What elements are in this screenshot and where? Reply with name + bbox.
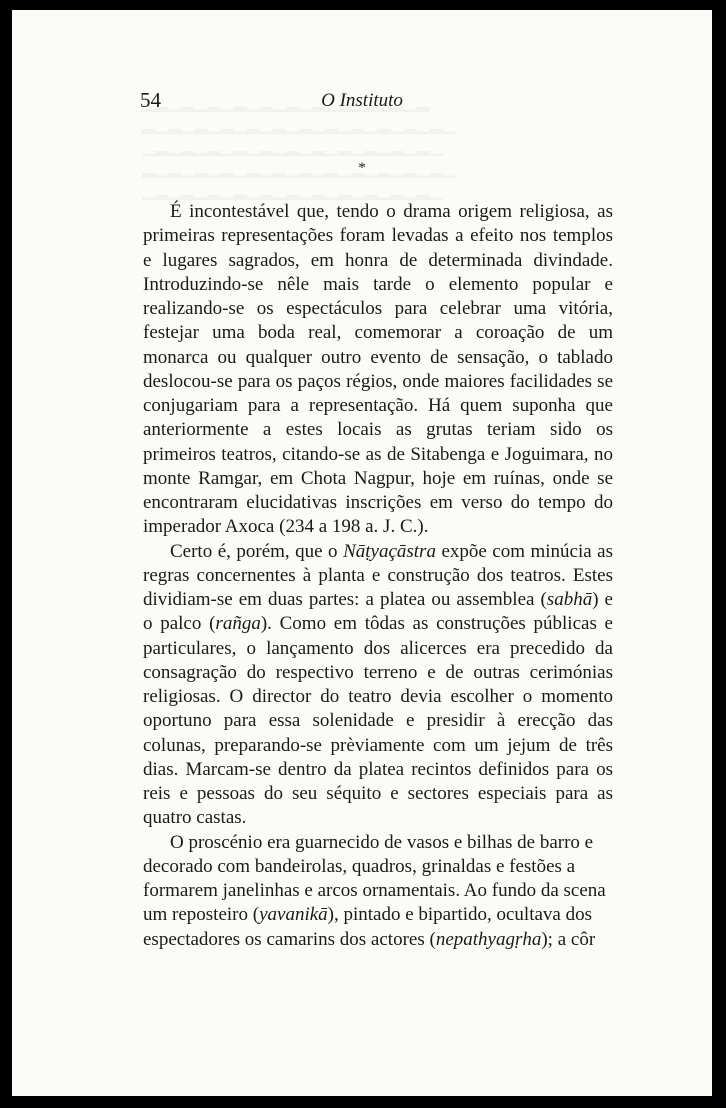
section-mark: * (358, 160, 366, 176)
paragraph-3: O proscénio era guarnecido de vasos e bilhas de barro e decorado com bandeirolas, quadros, grinaldas e festões a formarem janelinhas e arcos ornamentais. Ao fundo da scena um reposteiro (yavanikā), pintado e bipartido, ocultava dos espectadores os camarins dos actores (nepathyagṛha); a côr (143, 831, 606, 950)
page-header (12, 88, 712, 118)
book-page (12, 10, 712, 1096)
paragraph-1: É incontestável que, tendo o drama origem religiosa, as primeiras representações foram levadas a efeito nos templos e lugares sagrados, em honra de determinada divindade. Introduzindo-se nêle mais tarde o elemento popular e realizando-se os espectáculos para celebrar uma vitória, festejar uma boda real, comemorar a coroação de um monarca ou qualquer outro evento de sensação, o tablado deslocou-se para os paços régios, onde maiores facilidades se conjugariam para a representação. Há quem suponha que anteriormente a estes locais as grutas teriam sido os primeiros teatros, citando-se as de Sitabenga e Joguimara, no monte Ramgar, em Chota Nagpur, hoje em ruínas, onde se encontraram elucidativas inscrições em verso do tempo do imperador Axoca (234 a 198 a. J. C.). (143, 201, 613, 538)
paragraph-2: Certo é, porém, que o Nāṭyaçāstra expõe com minúcia as regras concernentes à planta e construção dos teatros. Estes dividiam-se em duas partes: a platea ou assemblea (sabhā) e o palco (rañga). Como em tôdas as construções públicas e particulares, o lançamento dos alicerces era precedido da consagração do respectivo terreno e de outras cerimónias religiosas. O director do teatro devia escolher o momento oportuno para essa solenidade e presidir à erecção das colunas, preparando-se prèviamente com um jejum de três dias. Marcam-se dentro da platea recintos definidos para os reis e pessoas do seu séquito e sectores especiais para as quatro castas. (143, 540, 614, 829)
running-title: O Instituto (321, 90, 403, 111)
body-text (143, 200, 613, 952)
page-number: 54 (140, 88, 161, 112)
